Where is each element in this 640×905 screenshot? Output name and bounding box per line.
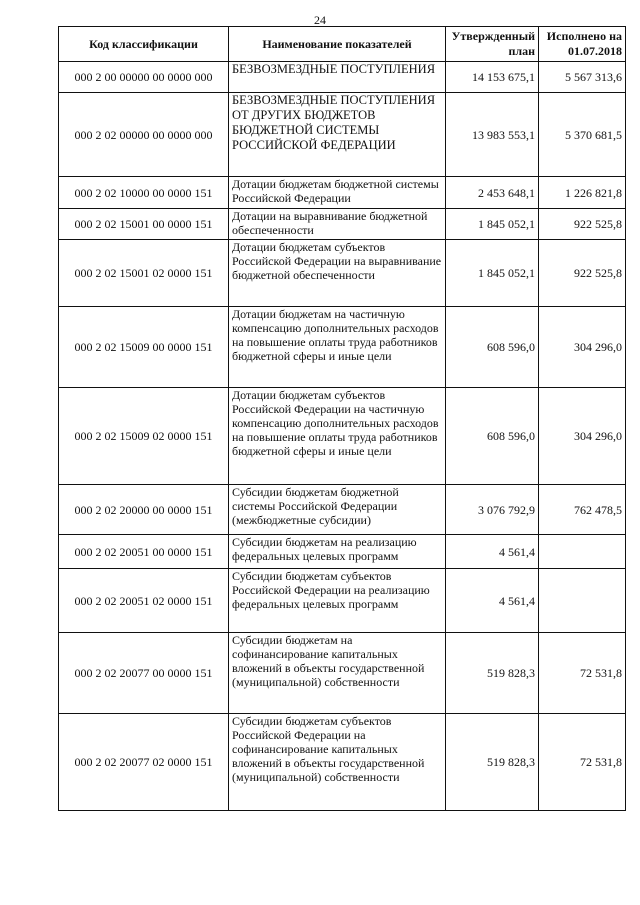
table-row xyxy=(59,209,626,240)
table-row xyxy=(59,93,626,177)
row-plan: 608 596,0 xyxy=(446,388,539,485)
table-row xyxy=(59,388,626,485)
row-code: 000 2 02 20077 02 0000 151 xyxy=(59,714,229,811)
row-plan: 4 561,4 xyxy=(446,535,539,569)
header-executed: Исполнено на 01.07.2018 xyxy=(539,27,626,62)
table-row xyxy=(59,485,626,535)
row-code: 000 2 02 15001 00 0000 151 xyxy=(59,209,229,240)
header-code: Код классификации xyxy=(59,27,229,62)
table-row xyxy=(59,633,626,714)
budget-table xyxy=(58,26,626,811)
row-name: Субсидии бюджетам субъектов Российской Федерации на реализацию федеральных целевых программ xyxy=(229,569,446,633)
row-code: 000 2 02 15009 02 0000 151 xyxy=(59,388,229,485)
table-row xyxy=(59,177,626,209)
row-plan: 4 561,4 xyxy=(446,569,539,633)
row-executed: 5 567 313,6 xyxy=(539,62,626,93)
row-executed: 72 531,8 xyxy=(539,633,626,714)
row-executed: 922 525,8 xyxy=(539,240,626,307)
row-plan: 3 076 792,9 xyxy=(446,485,539,535)
row-plan: 519 828,3 xyxy=(446,714,539,811)
table-row xyxy=(59,714,626,811)
table-row xyxy=(59,240,626,307)
page-number: 24 xyxy=(314,13,326,27)
row-executed: 762 478,5 xyxy=(539,485,626,535)
row-plan: 519 828,3 xyxy=(446,633,539,714)
row-code: 000 2 00 00000 00 0000 000 xyxy=(59,62,229,93)
row-executed: 5 370 681,5 xyxy=(539,93,626,177)
table-header-row xyxy=(59,27,626,62)
row-plan: 608 596,0 xyxy=(446,307,539,388)
row-name: Дотации бюджетам бюджетной системы Российской Федерации xyxy=(229,177,446,209)
row-plan: 14 153 675,1 xyxy=(446,62,539,93)
row-code: 000 2 02 20051 00 0000 151 xyxy=(59,535,229,569)
header-name: Наименование показателей xyxy=(229,27,446,62)
row-name: Дотации бюджетам субъектов Российской Федерации на частичную компенсацию дополнительных расходов на повышение оплаты труда работников бюджетной сферы и иные цели xyxy=(229,388,446,485)
row-code: 000 2 02 20000 00 0000 151 xyxy=(59,485,229,535)
row-executed: 304 296,0 xyxy=(539,388,626,485)
row-plan: 2 453 648,1 xyxy=(446,177,539,209)
row-name: Субсидии бюджетам на реализацию федеральных целевых программ xyxy=(229,535,446,569)
row-plan: 1 845 052,1 xyxy=(446,240,539,307)
row-executed: 72 531,8 xyxy=(539,714,626,811)
row-code: 000 2 02 10000 00 0000 151 xyxy=(59,177,229,209)
table-row xyxy=(59,569,626,633)
row-executed xyxy=(539,535,626,569)
row-plan: 1 845 052,1 xyxy=(446,209,539,240)
row-name: БЕЗВОЗМЕЗДНЫЕ ПОСТУПЛЕНИЯ xyxy=(229,62,446,93)
row-code: 000 2 02 00000 00 0000 000 xyxy=(59,93,229,177)
row-code: 000 2 02 15009 00 0000 151 xyxy=(59,307,229,388)
row-plan: 13 983 553,1 xyxy=(446,93,539,177)
row-name: Дотации бюджетам субъектов Российской Федерации на выравнивание бюджетной обеспеченности xyxy=(229,240,446,307)
row-code: 000 2 02 15001 02 0000 151 xyxy=(59,240,229,307)
row-code: 000 2 02 20051 02 0000 151 xyxy=(59,569,229,633)
table-row xyxy=(59,62,626,93)
row-executed: 1 226 821,8 xyxy=(539,177,626,209)
row-name: Субсидии бюджетам на софинансирование капитальных вложений в объекты государственной (муниципальной) собственности xyxy=(229,633,446,714)
row-code: 000 2 02 20077 00 0000 151 xyxy=(59,633,229,714)
header-plan: Утвержденный план xyxy=(446,27,539,62)
row-executed xyxy=(539,569,626,633)
row-executed: 922 525,8 xyxy=(539,209,626,240)
row-executed: 304 296,0 xyxy=(539,307,626,388)
row-name: Субсидии бюджетам бюджетной системы Российской Федерации (межбюджетные субсидии) xyxy=(229,485,446,535)
row-name: Дотации бюджетам на частичную компенсацию дополнительных расходов на повышение оплаты труда работников бюджетной сферы и иные цели xyxy=(229,307,446,388)
row-name: Субсидии бюджетам субъектов Российской Федерации на софинансирование капитальных вложений в объекты государственной (муниципальной) собственности xyxy=(229,714,446,811)
table-row xyxy=(59,535,626,569)
row-name: БЕЗВОЗМЕЗДНЫЕ ПОСТУПЛЕНИЯ ОТ ДРУГИХ БЮДЖЕТОВ БЮДЖЕТНОЙ СИСТЕМЫ РОССИЙСКОЙ ФЕДЕРАЦИИ xyxy=(229,93,446,177)
table-row xyxy=(59,307,626,388)
row-name: Дотации на выравнивание бюджетной обеспеченности xyxy=(229,209,446,240)
